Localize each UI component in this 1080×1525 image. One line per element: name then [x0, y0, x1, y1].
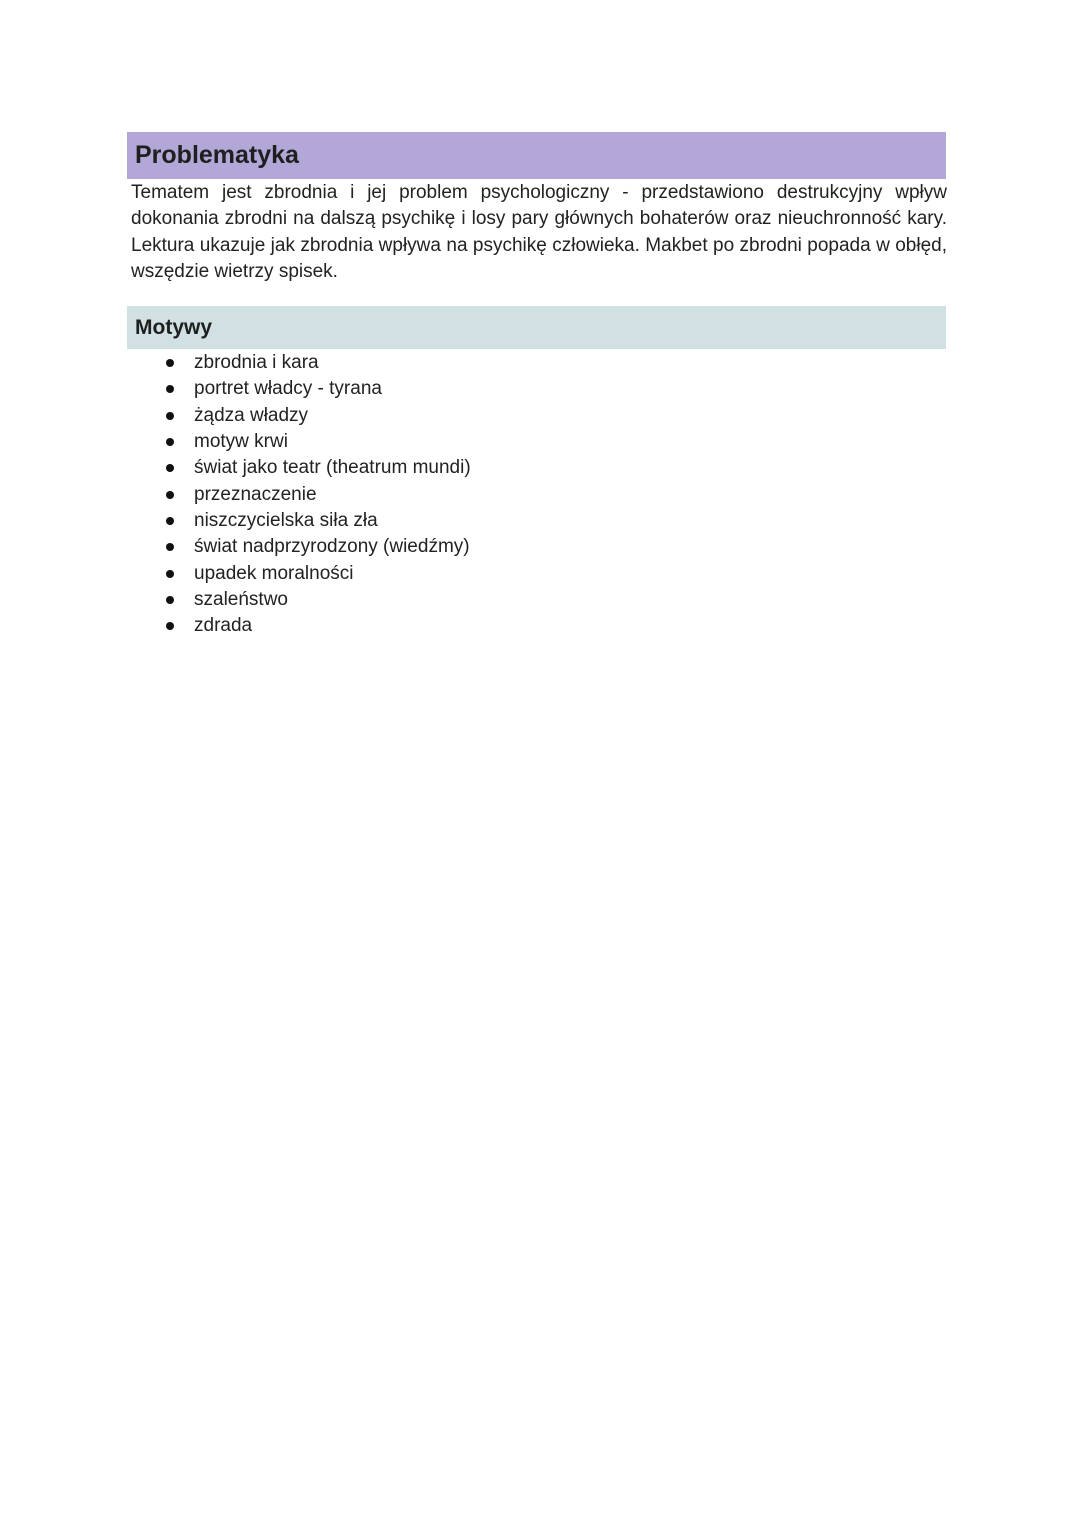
list-item-text: żądza władzy	[194, 404, 309, 426]
bullet-icon	[166, 385, 174, 393]
list-item-text: przeznaczenie	[194, 483, 317, 505]
bullet-icon	[166, 491, 174, 499]
list-item-text: niszczycielska siła zła	[194, 509, 378, 531]
list-item-text: motyw krwi	[194, 431, 288, 453]
list-item-text: szaleństwo	[194, 588, 288, 610]
list-item-text: portret władcy - tyrana	[194, 378, 382, 400]
list-item	[164, 560, 764, 586]
bullet-icon	[166, 570, 174, 578]
bullet-icon	[166, 622, 174, 630]
list-item-text: zbrodnia i kara	[194, 352, 319, 374]
problematyka-title: Problematyka	[135, 141, 299, 169]
motywy-list	[164, 350, 764, 639]
bullet-icon	[166, 359, 174, 367]
list-item-text: świat jako teatr (theatrum mundi)	[194, 457, 471, 479]
list-item	[164, 534, 764, 560]
list-item-text: świat nadprzyrodzony (wiedźmy)	[194, 536, 470, 558]
bullet-icon	[166, 438, 174, 446]
problematyka-header	[127, 132, 946, 179]
problematyka-paragraph: Tematem jest zbrodnia i jej problem psychologiczny - przedstawiono destrukcyjny wpływ dokonania zbrodni na dalszą psychikę i losy pary głównych bohaterów oraz nieuchronność kary. Lektura ukazuje jak zbrodnia wpływa na psychikę człowieka. Makbet po zbrodni popada w obłęd, wszędzie wietrzy spisek.	[131, 182, 947, 282]
list-item	[164, 376, 764, 402]
list-item	[164, 455, 764, 481]
list-item-text: zdrada	[194, 615, 253, 637]
list-item	[164, 613, 764, 639]
bullet-icon	[166, 464, 174, 472]
list-item	[164, 429, 764, 455]
list-item	[164, 587, 764, 613]
list-item	[164, 481, 764, 507]
list-item	[164, 508, 764, 534]
list-item	[164, 350, 764, 376]
bullet-icon	[166, 596, 174, 604]
bullet-icon	[166, 412, 174, 420]
motywy-title: Motywy	[135, 315, 213, 339]
bullet-icon	[166, 543, 174, 551]
motywy-header	[127, 306, 946, 349]
list-item-text: upadek moralności	[194, 562, 354, 584]
bullet-icon	[166, 517, 174, 525]
list-item	[164, 403, 764, 429]
